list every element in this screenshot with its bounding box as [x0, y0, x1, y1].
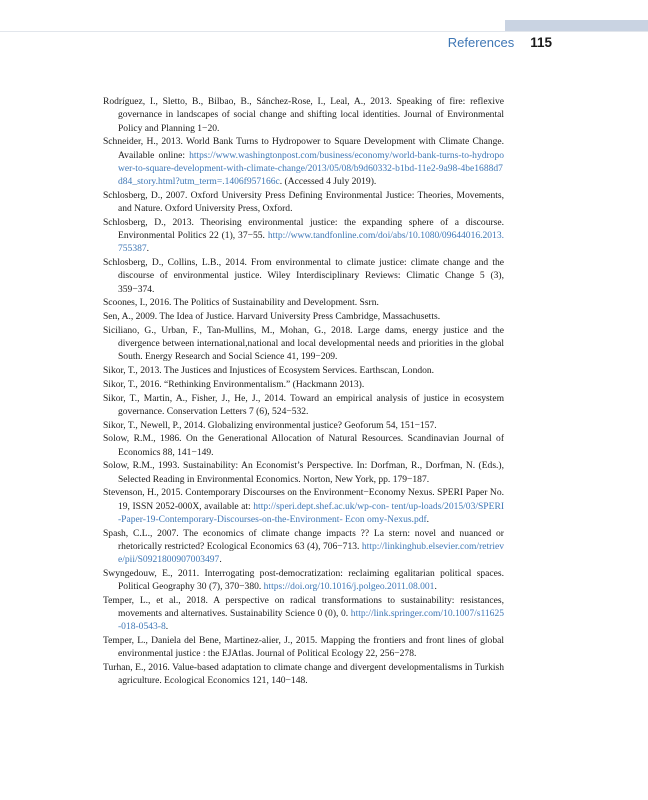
- reference-entry: [103, 527, 504, 567]
- reference-entry: [103, 256, 504, 296]
- running-head: [440, 35, 552, 53]
- header-rule: [0, 31, 648, 32]
- reference-suffix: .: [219, 554, 222, 565]
- reference-text: Schlosberg, D., Collins, L.B., 2014. From environmental to climate justice: climate change and the discourse of environmental justice. Wiley Interdisciplinary Reviews: Climatic Change 5 (3), 359−374.: [103, 257, 504, 295]
- reference-text: Spash, C.L., 2007. The economics of climate change impacts ?? La stern: novel and nuanced or rhetorically restricted? Ecological Economics 63 (4), 706−713.: [103, 527, 504, 552]
- reference-entry: [103, 486, 504, 526]
- reference-suffix: .: [165, 621, 169, 633]
- header-accent-bar: [505, 20, 648, 31]
- reference-entry: [103, 432, 504, 459]
- reference-text: Stevenson, H., 2015. Contemporary Discourses on the Environment−Economy Nexus. SPERI Paper No. 19, ISSN 2052-000X, available at:: [103, 487, 504, 512]
- reference-entry: [103, 419, 504, 432]
- reference-entry: [103, 634, 504, 661]
- reference-link[interactable]: http://speri.dept.shef.ac.uk/wp-con- tent/up-loads/2015/03/SPERI-Paper-19-Contemporary-Discourses-on-the-Environment- Econ omy-Nexus.pdf: [118, 500, 504, 525]
- reference-text: Schlosberg, D., 2013. Theorising environmental justice: the expanding sphere of a discourse. Environmental Politics 22 (1), 37−55.: [103, 216, 504, 241]
- reference-text: Temper, L., et al., 2018. A perspective on radical transformations to sustainability: resistances, movements and alternatives. Sustainability Science 0 (0), 0.: [103, 594, 504, 619]
- reference-text: Solow, R.M., 1993. Sustainability: An Economist’s Perspective. In: Dorfman, R., Dorfman, N. (Eds.), Selected Reading in Environmental Economics. Norton, New York, pp. 179−187.: [103, 460, 504, 485]
- reference-text: Siciliano, G., Urban, F., Tan-Mullins, M., Mohan, G., 2018. Large dams, energy justice and the divergence between international,national and local developmental needs and priorities in the global South. Energy Research and Social Science 41, 199−209.: [103, 324, 504, 363]
- reference-entry: [103, 378, 504, 391]
- reference-entry: [103, 459, 504, 486]
- reference-link[interactable]: http://www.tandfonline.com/doi/abs/10.1080/09644016.2013.755387: [118, 230, 504, 255]
- page-number: 115: [530, 35, 552, 50]
- reference-entry: [103, 661, 504, 688]
- reference-text: Sikor, T., Newell, P., 2014. Globalizing environmental justice? Geoforum 54, 151−157.: [103, 419, 437, 431]
- reference-text: Rodríguez, I., Sletto, B., Bilbao, B., Sánchez-Rose, I., Leal, A., 2013. Speaking of fire: reflexive governance in landscapes of social change and shifting local identities. Journal of Environmental Policy and Planning 1−20.: [103, 96, 504, 134]
- reference-entry: [103, 135, 504, 188]
- reference-text: Temper, L., Daniela del Bene, Martinez-alier, J., 2015. Mapping the frontiers and front lines of global environmental justice : the EJAtlas. Journal of Political Ecology 22, 256−278.: [103, 635, 504, 660]
- reference-suffix: .: [146, 243, 150, 255]
- reference-text: Sikor, T., Martin, A., Fisher, J., He, J., 2014. Toward an empirical analysis of justice in ecosystem governance. Conservation Letters 7 (6), 524−532.: [103, 392, 504, 417]
- reference-link[interactable]: http://linkinghub.elsevier.com/retrieve/pii/S0921800907003497: [118, 540, 504, 565]
- reference-link[interactable]: https://doi.org/10.1016/j.polgeo.2011.08.001: [263, 581, 435, 592]
- reference-text: Turhan, E., 2016. Value-based adaptation to climate change and divergent developmentalisms in Turkish agriculture. Ecological Economics 121, 140−148.: [103, 662, 504, 687]
- section-title: References: [447, 35, 515, 50]
- reference-suffix: . (Accessed 4 July 2019).: [279, 176, 377, 187]
- reference-entry: [103, 189, 504, 216]
- reference-text: Schneider, H., 2013. World Bank Turns to Hydropower to Square Development with Climate Change. Available online:: [103, 136, 504, 161]
- reference-text: Sikor, T., 2016. “Rethinking Environmentalism.” (Hackmann 2013).: [103, 378, 365, 390]
- reference-entry: [103, 95, 504, 135]
- reference-entry: [103, 324, 504, 364]
- reference-entry: [103, 567, 504, 594]
- reference-entry: [103, 216, 504, 256]
- reference-text: Schlosberg, D., 2007. Oxford University Press Defining Environmental Justice: Theories, Movements, and Nature. Oxford University Press, Oxford.: [103, 189, 504, 214]
- reference-entry: [103, 392, 504, 419]
- reference-suffix: .: [434, 581, 437, 592]
- reference-entry: [103, 594, 504, 634]
- reference-text: Sikor, T., 2013. The Justices and Injustices of Ecosystem Services. Earthscan, London.: [103, 365, 435, 376]
- reference-text: Scoones, I., 2016. The Politics of Sustainability and Development. Ssrn.: [103, 297, 379, 309]
- reference-link[interactable]: https://www.washingtonpost.com/business/economy/world-bank-turns-to-hydropower-to-square-development-with-climate-change/2013/05/08/b9d60332-b1bd-11e2-9a98-4be1688d7d84_story.html?utm_term=.1406f957166c: [118, 149, 504, 187]
- reference-link[interactable]: http://link.springer.com/10.1007/s11625-018-0543-8: [118, 608, 504, 633]
- reference-suffix: .: [426, 513, 430, 525]
- reference-entry: [103, 364, 504, 377]
- reference-list: [103, 95, 504, 688]
- reference-text: Solow, R.M., 1986. On the Generational Allocation of Natural Resources. Scandinavian Journal of Economics 88, 141−149.: [103, 433, 504, 458]
- reference-text: Swyngedouw, E., 2011. Interrogating post-democratization: reclaiming egalitarian political spaces. Political Geography 30 (7), 370−380.: [103, 567, 504, 592]
- reference-entry: [103, 310, 504, 323]
- reference-entry: [103, 296, 504, 309]
- reference-text: Sen, A., 2009. The Idea of Justice. Harvard University Press Cambridge, Massachusetts.: [103, 311, 441, 322]
